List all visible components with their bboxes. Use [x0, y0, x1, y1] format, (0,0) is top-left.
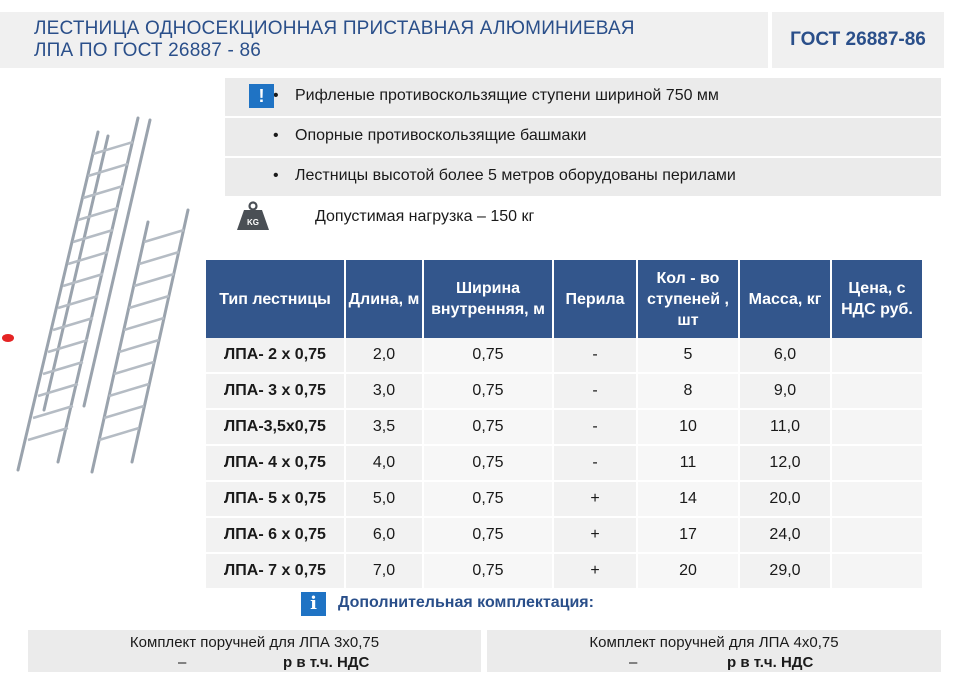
weight-icon [235, 201, 271, 231]
feature-row-3 [225, 158, 941, 196]
feature-row-2 [225, 118, 941, 156]
cell-type: ЛПА- 3 х 0,75 [206, 374, 344, 410]
cell-length: 6,0 [346, 518, 422, 554]
table-row [206, 554, 922, 590]
col-header-type: Тип лестницы [206, 260, 344, 338]
cell-rail: + [554, 482, 636, 518]
cell-price [832, 338, 922, 374]
kit-price: р в т.ч. НДС [283, 654, 370, 671]
cell-steps: 14 [638, 482, 738, 518]
table-row [206, 410, 922, 446]
title-line-1: ЛЕСТНИЦА ОДНОСЕКЦИОННАЯ ПРИСТАВНАЯ АЛЮМИНИЕВАЯ [34, 18, 635, 39]
cell-length: 7,0 [346, 554, 422, 590]
cell-rail: - [554, 446, 636, 482]
col-header-steps: Кол - во ступеней , шт [638, 260, 738, 338]
feature-text: • Лестницы высотой более 5 метров оборудованы перилами [295, 167, 736, 185]
title-panel [0, 12, 768, 68]
extra-title: Дополнительная комплектация: [338, 594, 594, 611]
cell-length: 2,0 [346, 338, 422, 374]
col-header-width: Ширина внутренняя, м [424, 260, 552, 338]
table-row [206, 338, 922, 374]
table-row [206, 446, 922, 482]
cell-steps: 11 [638, 446, 738, 482]
cell-price [832, 374, 922, 410]
cell-length: 4,0 [346, 446, 422, 482]
cell-width: 0,75 [424, 374, 552, 410]
cell-type: ЛПА-3,5х0,75 [206, 410, 344, 446]
cell-rail: + [554, 554, 636, 590]
cell-steps: 5 [638, 338, 738, 374]
cell-type: ЛПА- 6 х 0,75 [206, 518, 344, 554]
kit-name: Комплект поручней для ЛПА 4х0,75 [589, 634, 839, 651]
cell-width: 0,75 [424, 410, 552, 446]
cell-mass: 12,0 [740, 446, 830, 482]
table-row [206, 482, 922, 518]
table-row [206, 374, 922, 410]
kit-item-1 [28, 630, 481, 672]
cell-length: 3,5 [346, 410, 422, 446]
load-text: Допустимая нагрузка – 150 кг [315, 208, 535, 225]
cell-rail: - [554, 410, 636, 446]
cell-mass: 20,0 [740, 482, 830, 518]
cell-width: 0,75 [424, 482, 552, 518]
cell-width: 0,75 [424, 338, 552, 374]
cell-steps: 8 [638, 374, 738, 410]
feature-row-1 [225, 78, 941, 116]
cell-mass: 6,0 [740, 338, 830, 374]
cell-mass: 11,0 [740, 410, 830, 446]
feature-text: • Рифленые противоскользящие ступени шириной 750 мм [295, 87, 719, 105]
cell-mass: 29,0 [740, 554, 830, 590]
kit-item-2 [487, 630, 941, 672]
cell-mass: 9,0 [740, 374, 830, 410]
table-header-row [206, 260, 922, 338]
feature-text: • Опорные противоскользящие башмаки [295, 127, 586, 145]
exclamation-icon: ! [249, 84, 274, 108]
cell-rail: - [554, 338, 636, 374]
cell-steps: 10 [638, 410, 738, 446]
kit-dash: – [178, 654, 187, 671]
info-icon: i [301, 592, 326, 616]
page-title [34, 18, 635, 62]
cell-steps: 20 [638, 554, 738, 590]
col-header-rail: Перила [554, 260, 636, 338]
cell-price [832, 554, 922, 590]
cell-price [832, 410, 922, 446]
kit-price: р в т.ч. НДС [727, 654, 814, 671]
ladder-illustration [10, 110, 200, 480]
spec-table [204, 260, 924, 590]
table-row [206, 518, 922, 554]
cell-rail: - [554, 374, 636, 410]
col-header-price: Цена, с НДС руб. [832, 260, 922, 338]
cell-price [832, 446, 922, 482]
cell-width: 0,75 [424, 446, 552, 482]
cell-width: 0,75 [424, 554, 552, 590]
weight-icon-label: KG [247, 218, 259, 227]
load-row [225, 199, 725, 235]
gost-badge: ГОСТ 26887-86 [772, 12, 944, 68]
cell-price [832, 482, 922, 518]
cell-price [832, 518, 922, 554]
col-header-mass: Масса, кг [740, 260, 830, 338]
cell-width: 0,75 [424, 518, 552, 554]
red-marker [2, 334, 14, 342]
cell-type: ЛПА- 2 х 0,75 [206, 338, 344, 374]
cell-type: ЛПА- 5 х 0,75 [206, 482, 344, 518]
cell-rail: + [554, 518, 636, 554]
cell-steps: 17 [638, 518, 738, 554]
cell-type: ЛПА- 7 х 0,75 [206, 554, 344, 590]
cell-length: 5,0 [346, 482, 422, 518]
kit-dash: – [629, 654, 638, 671]
cell-length: 3,0 [346, 374, 422, 410]
cell-mass: 24,0 [740, 518, 830, 554]
cell-type: ЛПА- 4 х 0,75 [206, 446, 344, 482]
title-line-2: ЛПА ПО ГОСТ 26887 - 86 [34, 40, 262, 61]
col-header-length: Длина, м [346, 260, 422, 338]
kit-name: Комплект поручней для ЛПА 3х0,75 [129, 634, 380, 651]
